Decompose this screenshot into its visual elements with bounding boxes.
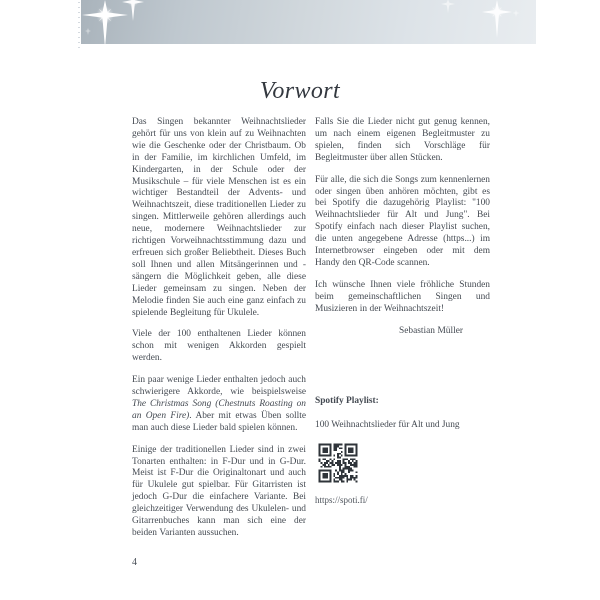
sparkle-stars-icon <box>81 0 536 44</box>
paragraph: Einige der traditionellen Lieder sind in zwei Tonarten enthalten: in F-Dur und in G-Dur. Meist ist F-Dur die Originaltonart und auch für Ukulele gut spielbar. Für Gitarristen ist jedoch G-Dur die einfachere Variante. Bei gleichzeitiger Verwendung des Ukulelen- und Gitarrenbuches kann man sich eine der beiden Varianten aussuchen. <box>132 444 306 538</box>
page-title: Vorwort <box>259 78 341 104</box>
qr-code-icon <box>315 440 361 486</box>
page-number: 4 <box>132 557 137 568</box>
paragraph: Ich wünsche Ihnen viele fröhliche Stunden beim gemeinschaftlichen Singen und Musizieren in der Weihnachtszeit! <box>315 279 490 314</box>
spotify-playlist-label: Spotify Playlist: <box>315 396 379 406</box>
paragraph: Ein paar wenige Lieder enthalten jedoch auch schwierigere Akkorde, wie beispielsweise The Christmas Song (Chestnuts Roasting on an Open Fire). Aber mit etwas Üben sollte man auch diese Lieder bald spielen können. <box>132 375 307 433</box>
spotify-short-url: https://spoti.fi/ <box>315 494 368 505</box>
author-signature: Sebastian Müller <box>399 325 463 336</box>
text-column-right <box>315 117 490 338</box>
decorative-header-band <box>81 0 536 44</box>
text-column-left <box>132 117 306 550</box>
paragraph: Falls Sie die Lieder nicht gut genug kennen, um nach einem eigenen Begleitmuster zu spielen, finden sich Vorschläge für Begleitmuster über allen Stücken. <box>315 117 490 163</box>
spotify-playlist-block <box>315 396 495 507</box>
paragraph: Für alle, die sich die Songs zum kennenlernen oder singen üben anhören möchten, gibt es bei Spotify die dazugehörig Playlist: "100 Weihnachtslieder für Alt und Jung". Bei Spotify einfach nach dieser Playlist suchen, die unten angegebene Adresse (https...) im Internetbrowser eingeben oder mit dem Handy den QR-Code scannen. <box>315 174 490 268</box>
paragraph: Das Singen bekannter Weihnachtslieder gehört für uns von klein auf zu Weihnachten wie die Geschenke oder der Christbaum. Ob in der Familie, im kirchlichen Umfeld, im Kindergarten, in der Schule oder der Musikschule – für viele Menschen ist es ein wichtiger Bestandteil der Advents- und Weihnachtszeit, diese traditionellen Lieder zu singen. Mittlerweile gehören allerdings auch neue, modernere Weihnachtslieder zur richtigen Vorweihnachtsstimmung dazu und erfreuen sich großer Beliebtheit. Dieses Buch soll Ihnen und allen Mitsängerinnen und -sängern die Möglichkeit geben, alle diese Lieder gemeinsam zu singen. Neben der Melodie finden Sie auch eine ganz einfach zu spielende Begleitung für Ukulele. <box>132 117 306 318</box>
spotify-playlist-name: 100 Weihnachtslieder für Alt und Jung <box>315 419 460 430</box>
text-column-right-paragraphs <box>315 117 490 316</box>
paragraph: Viele der 100 enthaltenen Lieder können schon mit wenigen Akkorden gespielt werden. <box>132 329 306 364</box>
